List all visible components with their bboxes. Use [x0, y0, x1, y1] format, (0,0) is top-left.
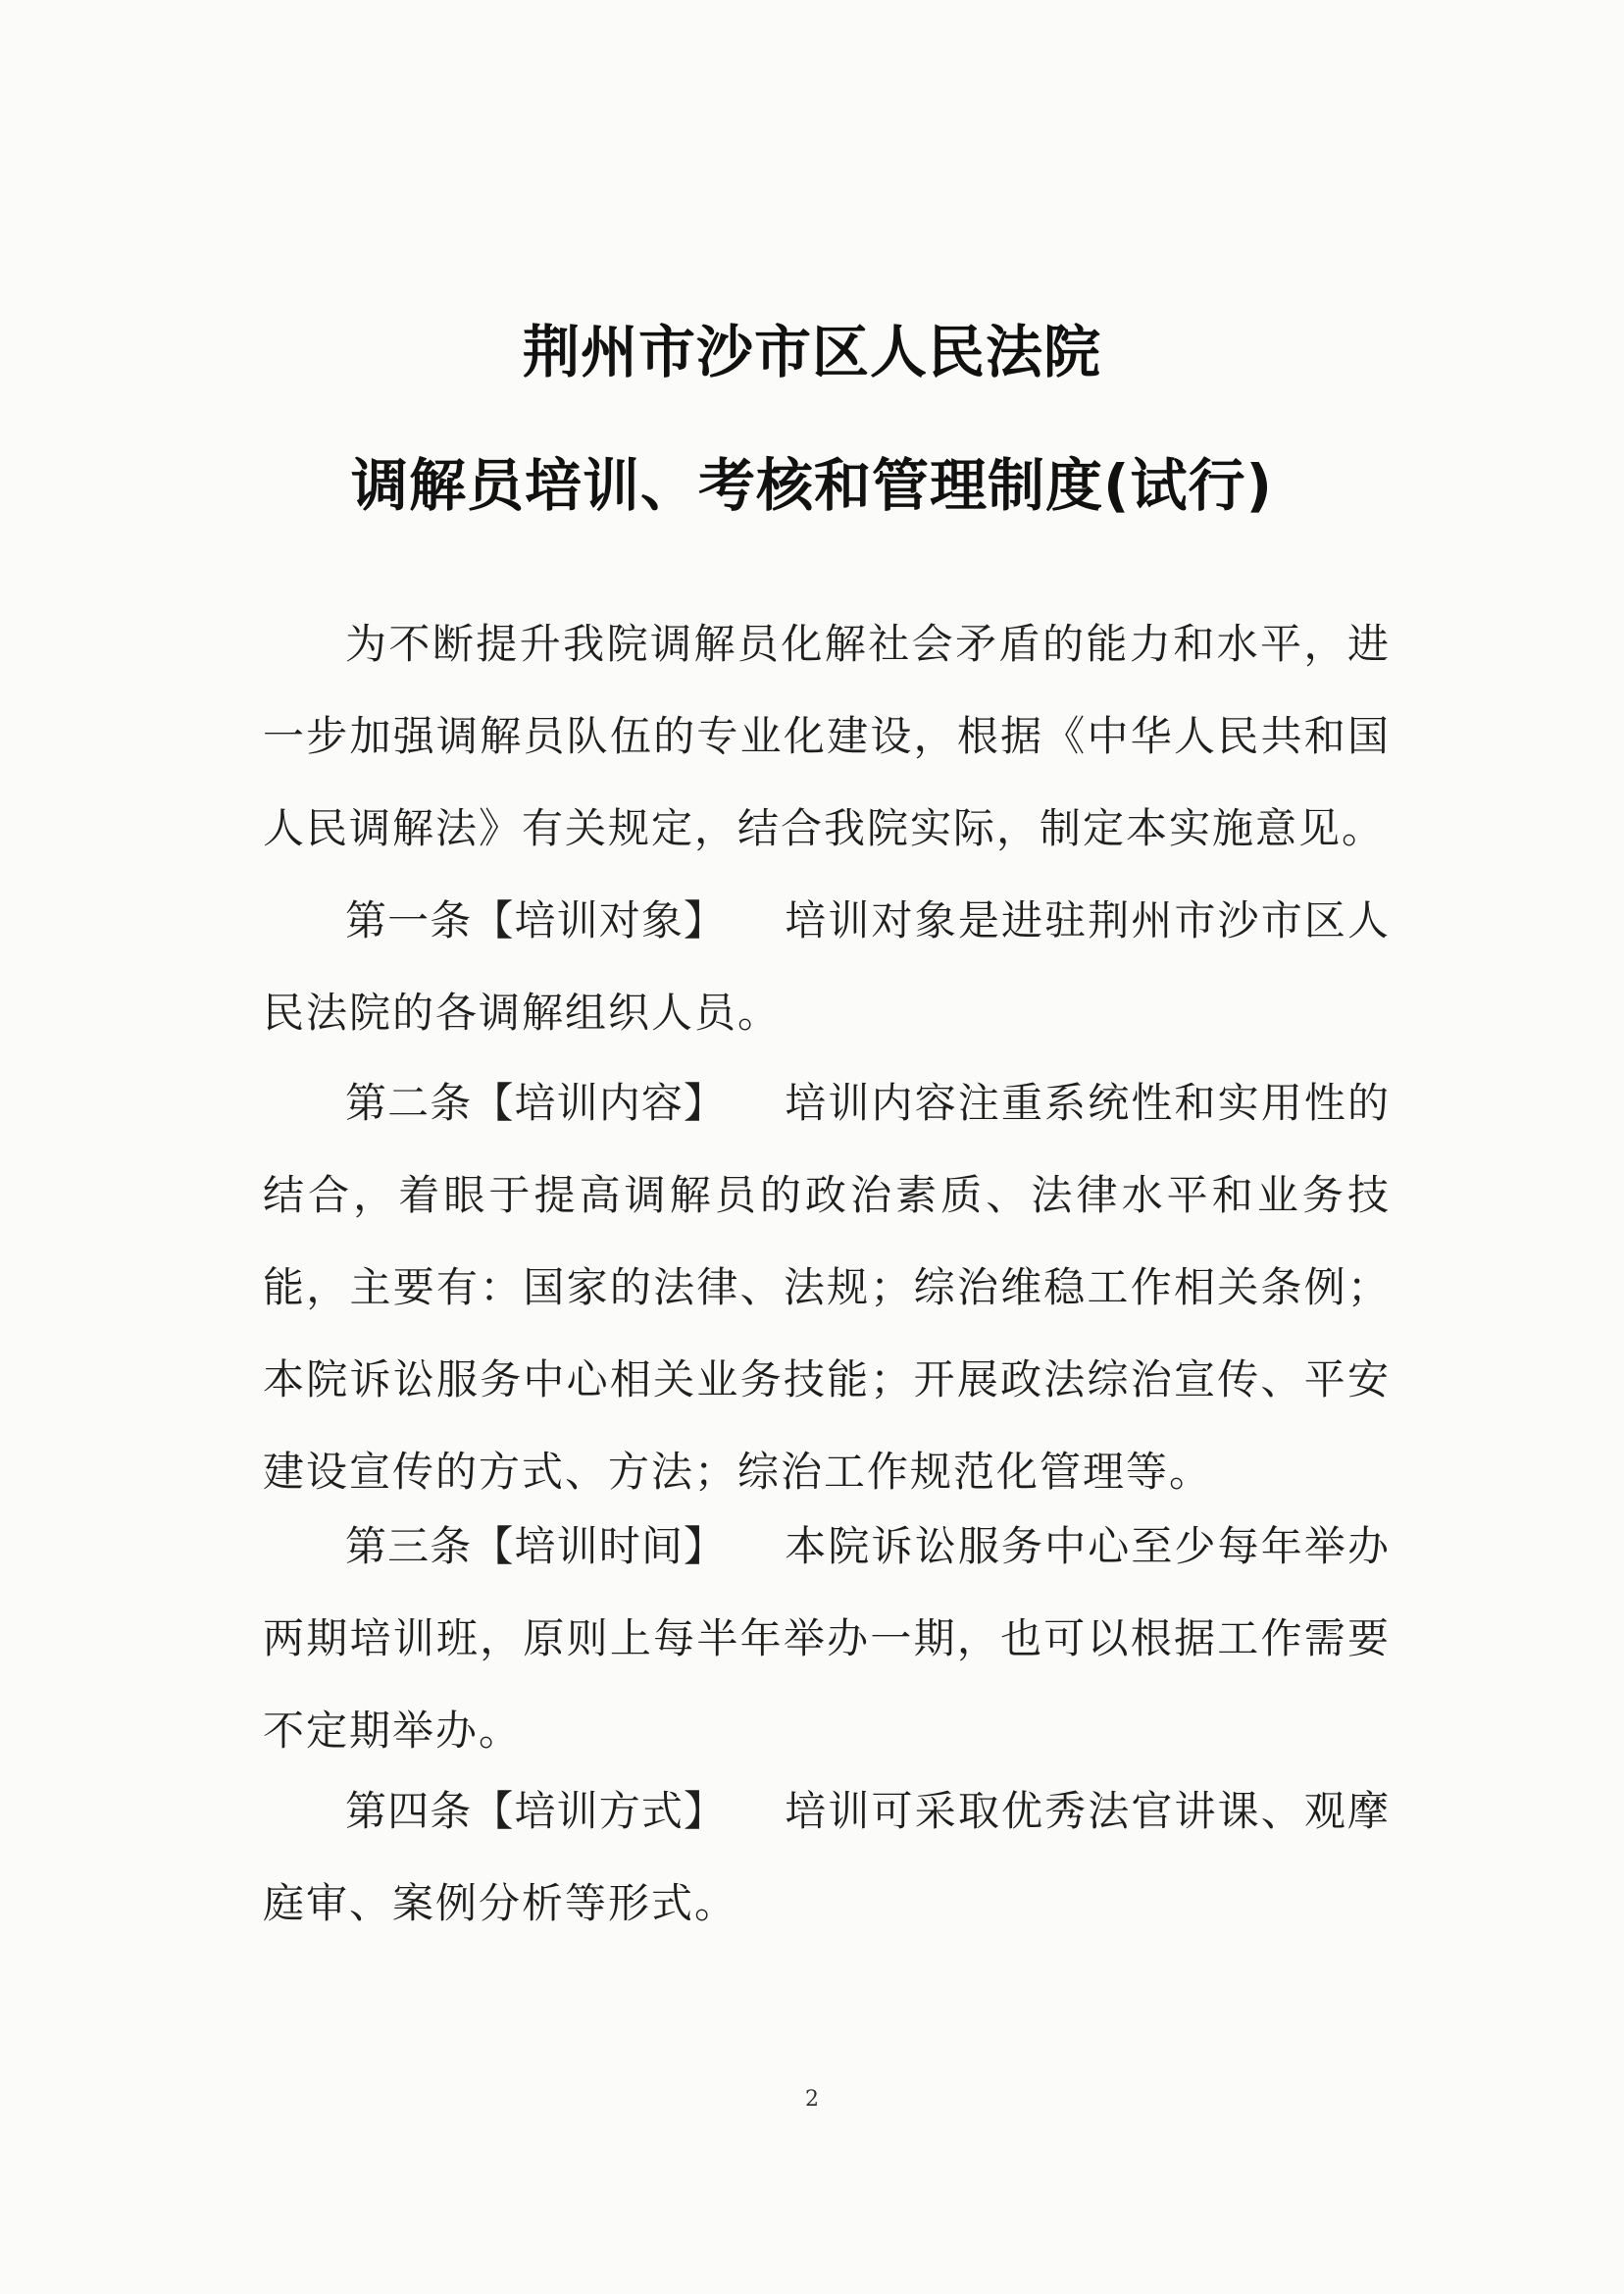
article-3-text: 本院诉讼服务中心至少每年举办两期培训班，原则上每半年举办一期，也可以根据工作需要不定期举办。 — [263, 1522, 1391, 1755]
document-body — [263, 598, 1391, 875]
article-4-text: 培训可采取优秀法官讲课、观摩庭审、案例分析等形式。 — [263, 1787, 1391, 1927]
article-1-text: 培训对象是进驻荆州市沙市区人民法院的各调解组织人员。 — [263, 896, 1391, 1037]
article-3 — [263, 1501, 1391, 1777]
document-title-line-1: 荆州市沙市区人民法院 — [522, 319, 1101, 385]
article-4 — [263, 1765, 1391, 1950]
article-2-text: 培训内容注重系统性和实用性的结合，着眼于提高调解员的政治素质、法律水平和业务技能，主要有：国家的法律、法规；综治维稳工作相关条例；本院诉讼服务中心相关业务技能；开展政法综治宣传、平安建设宣传的方式、方法；综治工作规范化管理等。 — [263, 1079, 1391, 1496]
article-2 — [263, 1057, 1391, 1518]
article-2-heading: 第二条【培训内容】 — [345, 1079, 727, 1127]
article-3-heading: 第三条【培训时间】 — [345, 1522, 727, 1570]
article-1 — [263, 875, 1391, 1059]
page-number: 2 — [805, 2087, 819, 2112]
document-title-line-2: 调解员培训、考核和管理制度(试行) — [350, 452, 1274, 519]
article-1-heading: 第一条【培训对象】 — [345, 896, 727, 944]
article-4-heading: 第四条【培训方式】 — [345, 1787, 727, 1835]
intro-paragraph: 为不断提升我院调解员化解社会矛盾的能力和水平，进一步加强调解员队伍的专业化建设，根据《中华人民共和国人民调解法》有关规定，结合我院实际，制定本实施意见。 — [263, 620, 1391, 852]
